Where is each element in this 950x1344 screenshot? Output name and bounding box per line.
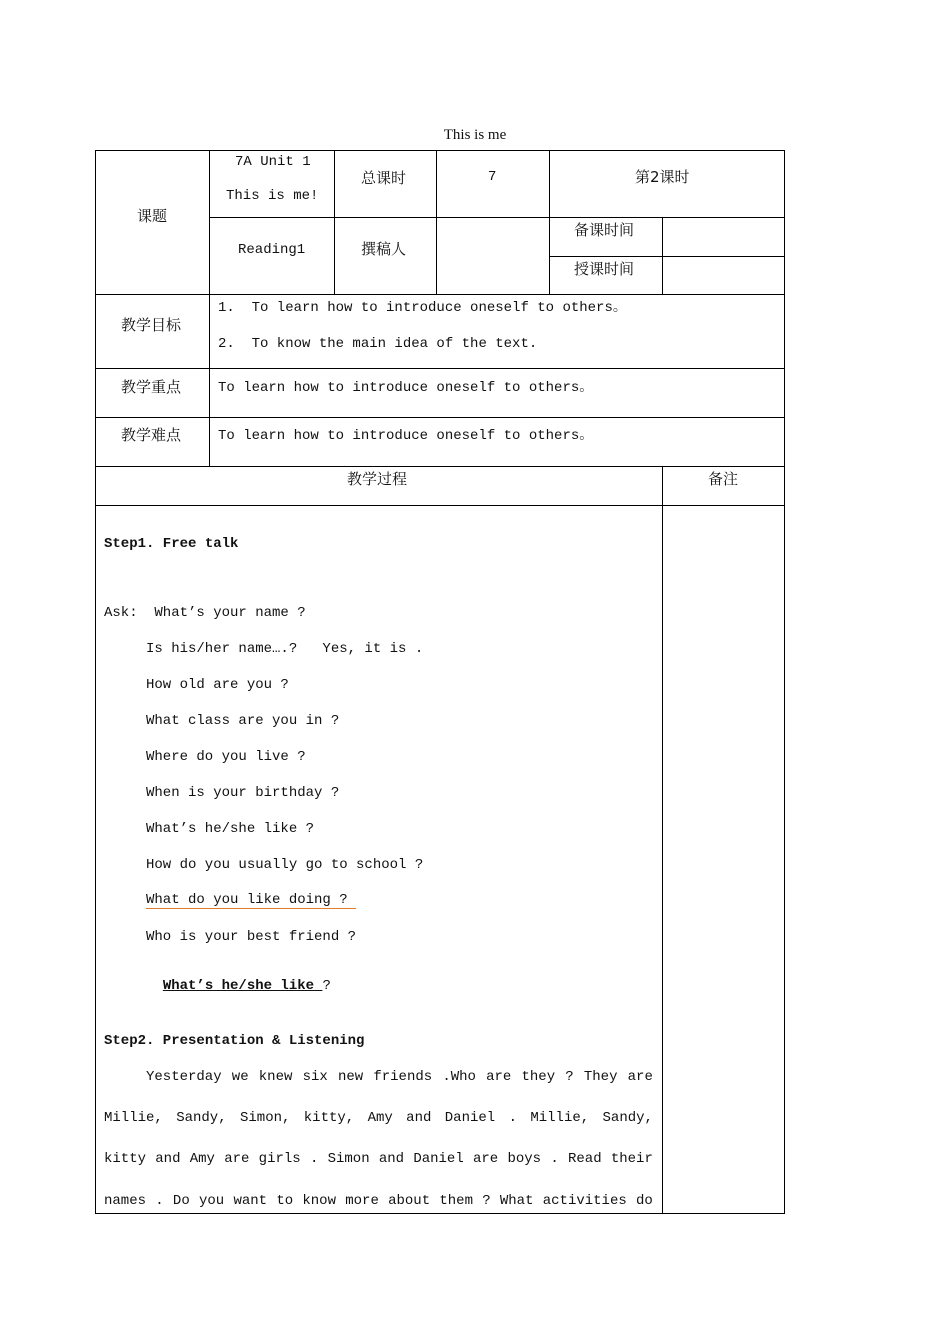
paragraph-word: kitty <box>104 1151 147 1167</box>
question-line-bold <box>146 965 331 993</box>
teach-time-label: 授课时间 <box>574 260 635 278</box>
paragraph-word: . <box>155 1193 164 1209</box>
paragraph-word: . <box>508 1110 517 1126</box>
paragraph-word: they <box>521 1069 556 1085</box>
paragraph-word: Do <box>172 1193 190 1209</box>
question-line-underlined: What do you like doing ? <box>146 892 357 908</box>
ask-line: Ask: What’s your name ? <box>104 605 306 621</box>
column-divider <box>209 150 210 467</box>
paragraph-line <box>104 1194 653 1208</box>
question-line: What’s he/she like ? <box>146 821 315 837</box>
row-divider <box>209 217 785 218</box>
objective-item: 2. To know the main idea of the text. <box>218 336 538 352</box>
column-divider <box>662 217 663 295</box>
question-line: What class are you in ? <box>146 713 340 729</box>
paragraph-word: Daniel <box>413 1151 464 1167</box>
question-line: How old are you ? <box>146 677 289 693</box>
paragraph-word: about <box>388 1193 431 1209</box>
column-divider <box>436 150 437 295</box>
paragraph-word: Read <box>567 1151 602 1167</box>
paragraph-word: want <box>233 1193 268 1209</box>
row-divider <box>95 294 785 295</box>
column-divider <box>334 150 335 295</box>
question-line: Where do you live ? <box>146 749 306 765</box>
paragraph-word: They <box>583 1069 618 1085</box>
author-label: 撰稿人 <box>361 240 407 258</box>
paragraph-word: girls <box>258 1151 301 1167</box>
process-label: 教学过程 <box>347 470 408 488</box>
paragraph-word: are <box>627 1069 653 1085</box>
paragraph-word: activities <box>542 1193 627 1209</box>
paragraph-word: Sandy, <box>602 1110 653 1126</box>
question-line: When is your birthday ? <box>146 785 340 801</box>
question-line: Is his/her name….? Yes, it is . <box>146 641 424 657</box>
paragraph-word: Simon, <box>239 1110 291 1126</box>
column-divider <box>549 150 550 295</box>
paragraph-word: Daniel <box>444 1110 496 1126</box>
paragraph-word: names <box>104 1193 147 1209</box>
paragraph-word: six <box>302 1069 328 1085</box>
document-title: This is me <box>443 127 507 143</box>
paragraph-word: to <box>276 1193 294 1209</box>
paragraph-word: What <box>499 1193 534 1209</box>
paragraph-word: Millie, <box>104 1110 163 1126</box>
paragraph-word: .Who <box>442 1069 476 1085</box>
paragraph-word: kitty, <box>303 1110 355 1126</box>
paragraph-word: you <box>198 1193 225 1209</box>
total-hours-value: 7 <box>488 169 497 185</box>
step1-heading: Step1. Free talk <box>104 536 239 552</box>
unit-line-2: This is me! <box>226 188 319 204</box>
paragraph-line <box>104 1152 653 1166</box>
paragraph-word: and <box>378 1151 405 1167</box>
paragraph-word: boys <box>507 1151 542 1167</box>
paragraph-word: ? <box>565 1069 574 1085</box>
paragraph-word: ? <box>482 1193 491 1209</box>
paragraph-word: friends <box>373 1069 433 1085</box>
column-divider <box>662 466 663 1214</box>
paragraph-word: them <box>439 1193 473 1209</box>
objectives-label: 教学目标 <box>121 316 182 334</box>
paragraph-word: do <box>636 1193 653 1209</box>
difficulties-text: To learn how to introduce oneself to others。 <box>218 428 594 444</box>
paragraph-word: Yesterday <box>146 1069 222 1085</box>
prep-time-label: 备课时间 <box>574 221 635 239</box>
topic-label: 课题 <box>137 207 168 225</box>
paragraph-word: and <box>155 1151 181 1167</box>
difficulties-label: 教学难点 <box>121 426 182 444</box>
paragraph-word: and <box>406 1110 432 1126</box>
paragraph-word: know <box>302 1193 336 1209</box>
paragraph-word: are <box>486 1069 512 1085</box>
bold-underlined-question: What’s he/she like <box>162 978 323 994</box>
row-divider <box>95 417 785 418</box>
total-hours-label: 总课时 <box>361 169 407 187</box>
paragraph-word: are <box>473 1151 499 1167</box>
question-line: How do you usually go to school ? <box>146 857 424 873</box>
paragraph-word: Sandy, <box>176 1110 227 1126</box>
paragraph-word: Millie, <box>530 1110 590 1126</box>
paragraph-word: Simon <box>327 1151 370 1167</box>
question-line: Who is your best friend ? <box>146 929 357 945</box>
paragraph-word: are <box>224 1151 250 1167</box>
paragraph-word: . <box>309 1151 319 1167</box>
question-mark: ? <box>322 978 331 994</box>
paragraph-word: new <box>337 1069 364 1085</box>
reading-label: Reading1 <box>238 242 306 258</box>
paragraph-word: their <box>610 1151 653 1167</box>
paragraph-word: more <box>345 1193 379 1209</box>
paragraph-line <box>146 1070 653 1084</box>
row-divider <box>95 368 785 369</box>
paragraph-word: Amy <box>189 1151 215 1167</box>
row-divider <box>95 505 785 506</box>
unit-line-1: 7A Unit 1 <box>235 154 311 170</box>
step2-heading: Step2. Presentation & Listening <box>104 1033 365 1049</box>
row-divider <box>549 256 785 257</box>
paragraph-word: we <box>231 1069 249 1085</box>
key-points-label: 教学重点 <box>121 378 182 396</box>
objective-item: 1. To learn how to introduce oneself to others。 <box>218 300 627 316</box>
lesson-number: 第2课时 <box>635 168 690 186</box>
key-points-text: To learn how to introduce oneself to others。 <box>218 380 594 396</box>
paragraph-word: . <box>550 1151 559 1167</box>
paragraph-word: knew <box>258 1069 293 1085</box>
paragraph-line <box>104 1111 653 1125</box>
paragraph-word: Amy <box>367 1110 393 1126</box>
notes-label: 备注 <box>708 470 739 488</box>
row-divider <box>95 466 785 467</box>
